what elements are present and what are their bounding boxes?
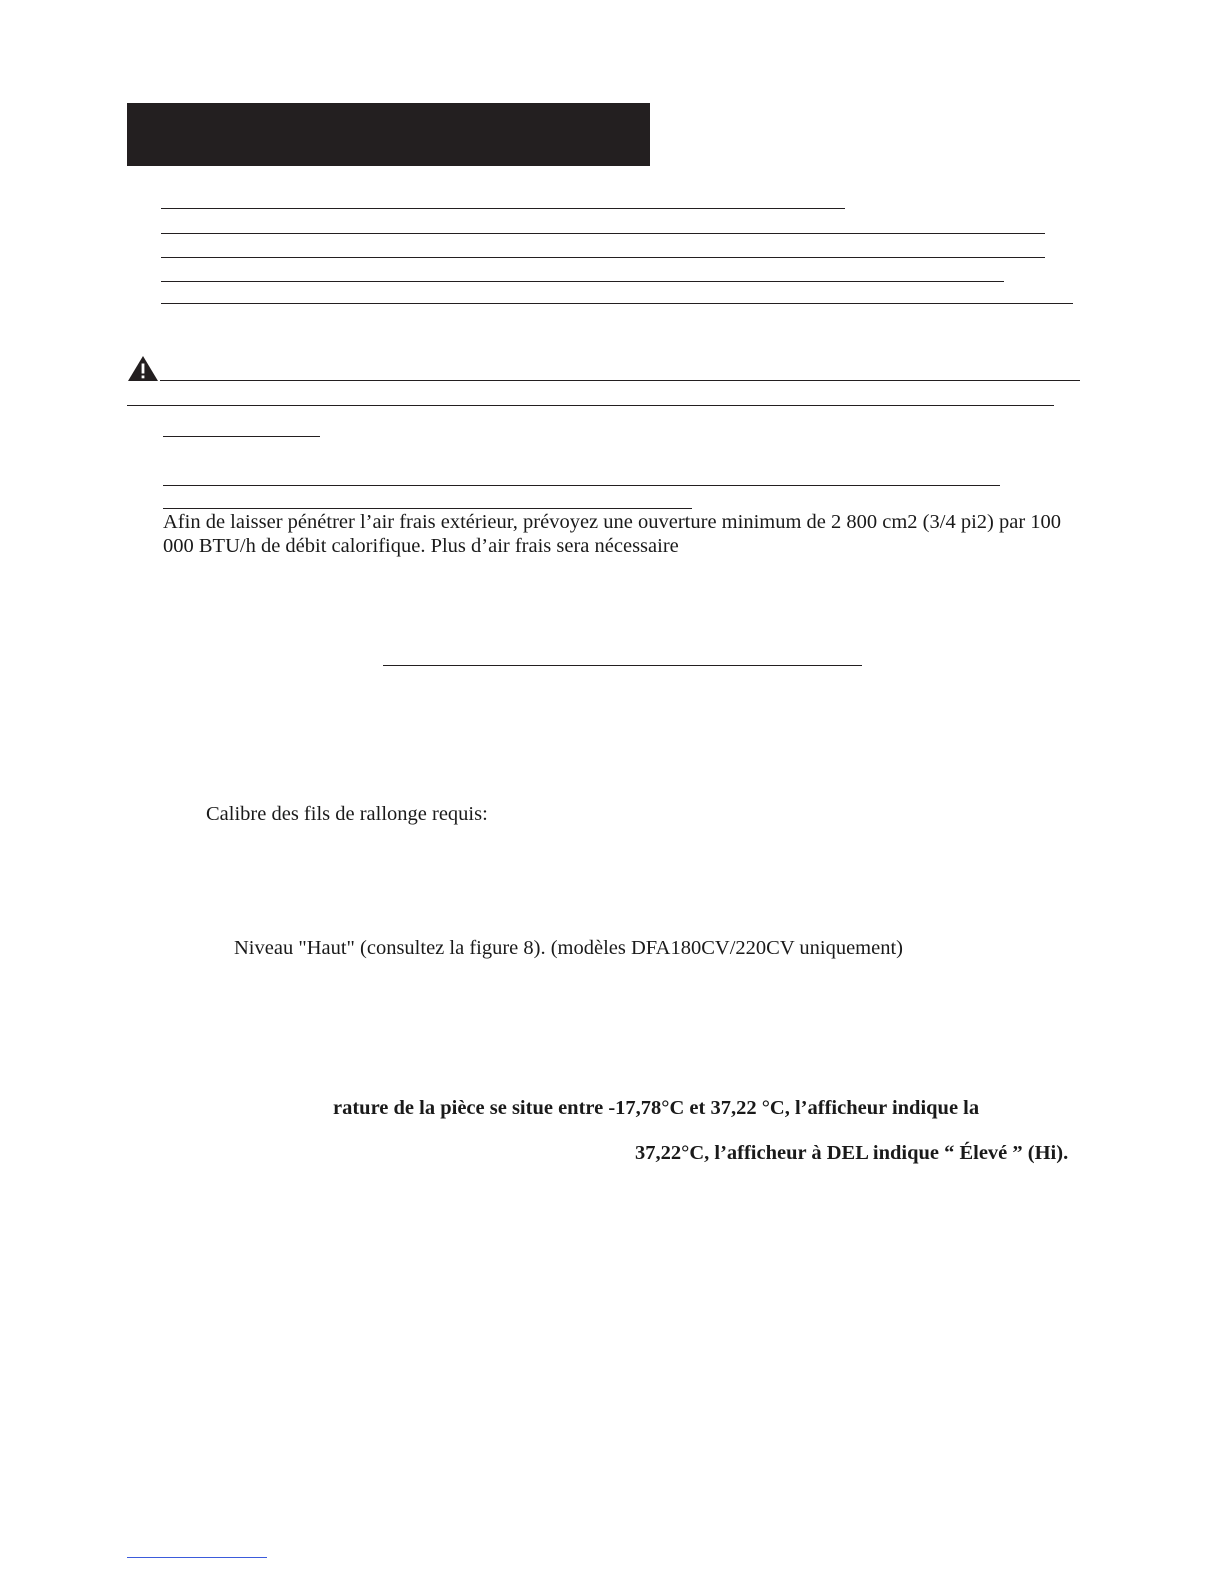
- fresh-air-paragraph-line-2: 000 BTU/h de débit calorifique. Plus d’air frais sera nécessaire: [163, 535, 679, 557]
- text-rule: [161, 257, 1045, 258]
- warning-triangle-icon: [127, 355, 159, 382]
- warning-text-rule: [127, 405, 1054, 406]
- warning-text-rule: [160, 380, 1080, 381]
- temperature-display-line-2: 37,22°C, l’afficheur à DEL indique “ Élevé ” (Hi).: [635, 1142, 1069, 1164]
- fresh-air-paragraph-line-1: Afin de laisser pénétrer l’air frais extérieur, prévoyez une ouverture minimum de 2 800 cm2 (3/4 pi2) par 100: [163, 511, 1062, 533]
- text-rule: [161, 281, 1004, 282]
- text-rule: [161, 208, 845, 209]
- text-rule: [161, 233, 1045, 234]
- text-rule: [161, 303, 1073, 304]
- high-level-instruction: Niveau "Haut" (consultez la figure 8). (modèles DFA180CV/220CV uniquement): [234, 937, 903, 959]
- footer-link-underline[interactable]: [127, 1557, 267, 1558]
- extension-cord-gauge-label: Calibre des fils de rallonge requis:: [206, 803, 488, 825]
- warning-text-rule: [163, 436, 320, 437]
- text-rule: [383, 665, 862, 666]
- text-rule: [163, 485, 1000, 486]
- temperature-display-line-1: rature de la pièce se situe entre -17,78°C et 37,22 °C, l’afficheur indique la: [333, 1097, 980, 1119]
- section-header-bar: [127, 103, 650, 166]
- text-rule: [163, 508, 692, 509]
